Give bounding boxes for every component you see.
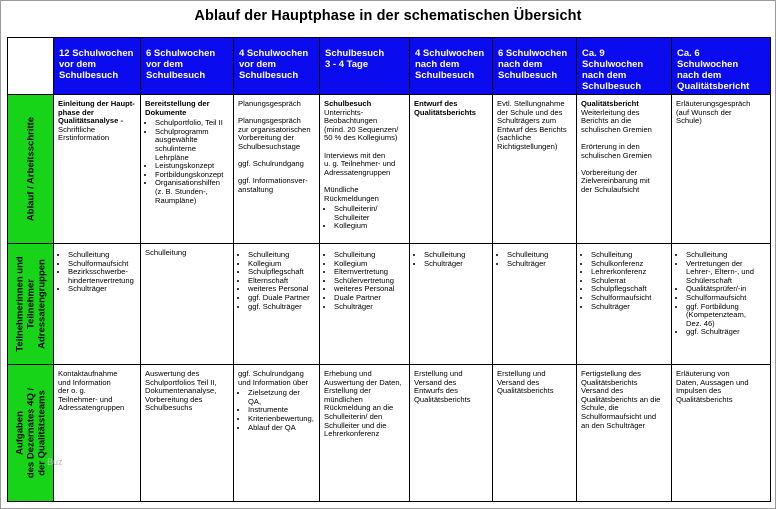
column-header: Ca. 9 Schulwochen nach dem Schulbesuch: [582, 48, 644, 92]
bullet-list: [581, 251, 667, 311]
row-label: Aufgaben des Dezernates 4Q / der Qualitätsteams: [14, 387, 47, 479]
list-item: • Kollegium: [248, 260, 315, 269]
cell-text: Kontaktaufnahme und Information der o. g. Teilnehmer- und Adressatengruppen: [58, 369, 125, 413]
list-item: • Schulformaufsicht: [68, 260, 136, 269]
table-cell: [410, 365, 493, 502]
table-cell: [141, 244, 234, 365]
table-cell: [672, 365, 771, 502]
table-cell: [234, 365, 320, 502]
cell-text: Erläuterungsgespräch (auf Wunsch der Schule): [676, 99, 751, 126]
list-item: • Kriterienbewertung,: [248, 415, 315, 424]
cell-text: Weiterleitung des Berichts an die schulischen Gremien Erörterung in den schulischen Gremien Vorbereitung der Zielvereinbarung mit der Schulaufsicht: [581, 107, 652, 194]
cell-heading: Qualitätsbericht: [581, 99, 639, 108]
bullet-list: [497, 251, 572, 268]
list-item: • Schulportfolio, Teil II: [155, 119, 229, 128]
list-item: • Duale Partner: [334, 294, 405, 303]
bullet-list: [676, 251, 766, 337]
list-item: • Kollegium: [334, 260, 405, 269]
column-header: 6 Schulwochen nach dem Schulbesuch: [498, 48, 568, 81]
table-cell: [320, 244, 410, 365]
cell-text: Erhebung und Auswertung der Daten, Erstellung der mündlichen Rückmeldung an die Schulleiterin/ den Schulleiter und die Lehrerkonferenz: [324, 369, 402, 439]
cell-text: ggf. Schulrundgang und Information über: [238, 369, 309, 387]
cell-text: Erstellung und Versand des Entwurfs des Qualitätsberichts: [414, 369, 471, 404]
table-cell: [577, 244, 672, 365]
list-item: • Zielsetzung der QA,: [248, 389, 315, 406]
table-row: [8, 95, 771, 244]
list-item: • Schulprogramm ausgewählte schulinterne Lehrpläne: [155, 128, 229, 162]
schedule-table: [7, 37, 771, 502]
list-item: • Ablauf der QA: [248, 424, 315, 433]
cell-text: Auswertung des Schulportfolios Teil II, Dokumentenanalyse, Vorbereitung des Schulbesuchs: [145, 369, 217, 413]
list-item: • Schulpflegschaft: [591, 285, 667, 294]
list-item: • Schulleitung: [686, 251, 766, 260]
cell-text: Schulleitung: [145, 248, 187, 257]
cell-heading: Schulbesuch: [324, 99, 372, 108]
cell-heading: Entwurf des Qualitätsberichts: [414, 99, 477, 117]
table-cell: [234, 95, 320, 244]
list-item: • Schülervertretung: [334, 277, 405, 286]
list-item: • Schulleitung: [591, 251, 667, 260]
table-cell: [234, 244, 320, 365]
list-item: • Organisationshilfen (z. B. Stunden-, Raumpläne): [155, 179, 229, 205]
bullet-list: [324, 205, 405, 231]
list-item: • Fortbildungskonzept: [155, 171, 229, 180]
bullet-list: [238, 389, 315, 432]
table-cell: [410, 244, 493, 365]
row-label-cell: [8, 244, 54, 365]
bullet-list: [238, 251, 315, 311]
list-item: • weiteres Personal: [248, 285, 315, 294]
list-item: • ggf. Schulträger: [248, 303, 315, 312]
cell-heading: Einleitung der Haupt- phase der Qualitätsanalyse -: [58, 99, 135, 126]
list-item: • ggf. Fortbildung (Kompetenzteam, Dez. 46): [686, 303, 766, 329]
list-item: • Schulleitung: [424, 251, 488, 260]
list-item: • Schulpflegschaft: [248, 268, 315, 277]
list-item: • Schulleiterin/ Schulleiter: [334, 205, 405, 222]
table-cell: [320, 95, 410, 244]
table-cell: [141, 365, 234, 502]
list-item: • Bezirksschwerbe- hindertenvertretung: [68, 268, 136, 285]
cell-text: Fertigstellung des Qualitätsberichts Versand des Qualitätsberichts an die Schule, die Schulformaufsicht und an den Schulträger: [581, 369, 661, 430]
bullet-list: [58, 251, 136, 294]
cell-text: Planungsgespräch Planungsgespräch zur organisatorischen Vorbereitung der Schulbesuchstage ggf. Schulrundgang ggf. Informationsver- anstaltung: [238, 99, 311, 194]
list-item: • Schulleitung: [248, 251, 315, 260]
list-item: • Lehrerkonferenz: [591, 268, 667, 277]
cell-text: Erläuterung von Daten, Aussagen und Impulsen des Qualitätsberichts: [676, 369, 749, 404]
table-cell: [493, 95, 577, 244]
list-item: • Vertretungen der Lehrer-, Eltern-, und Schülerschaft: [686, 260, 766, 286]
cell-text: Evtl. Stellungnahme der Schule und des Schulträgers zum Entwurf des Berichts (sachliche Richtigstellungen): [497, 99, 567, 151]
list-item: • Schulformaufsicht: [686, 294, 766, 303]
column-header: 12 Schulwochen vor dem Schulbesuch: [59, 48, 134, 81]
column-header: Ca. 6 Schulwochen nach dem Qualitätsbericht: [677, 48, 750, 92]
table-cell: [493, 244, 577, 365]
table-row: [8, 365, 771, 502]
cell-text: Erstellung und Versand des Qualitätsberichts: [497, 369, 554, 396]
header-row: [8, 38, 771, 95]
list-item: • ggf. Duale Partner: [248, 294, 315, 303]
page-title: Ablauf der Hauptphase in der schematischen Übersicht: [194, 8, 582, 24]
column-header: 4 Schulwochen vor dem Schulbesuch: [239, 48, 309, 81]
list-item: • Kollegium: [334, 222, 405, 231]
table-cell: [672, 95, 771, 244]
bullet-list: [414, 251, 488, 268]
bullet-list: [324, 251, 405, 311]
column-header: 4 Schulwochen nach dem Schulbesuch: [415, 48, 485, 81]
list-item: • Elternschaft: [248, 277, 315, 286]
table-cell: [54, 365, 141, 502]
row-label-cell: [8, 95, 54, 244]
cell-heading: Bereitstellung der Dokumente: [145, 99, 210, 117]
list-item: • ggf. Schulträger: [686, 328, 766, 337]
list-item: • Elternvertretung: [334, 268, 405, 277]
list-item: • Schulträger: [591, 303, 667, 312]
table-cell: [577, 95, 672, 244]
list-item: • Schulleitung: [68, 251, 136, 260]
list-item: • Schulerrat: [591, 277, 667, 286]
corner-cell: [8, 38, 54, 95]
table-cell: [141, 95, 234, 244]
list-item: • Schulträger: [424, 260, 488, 269]
list-item: • Schulträger: [68, 285, 136, 294]
table-cell: [410, 95, 493, 244]
column-header: 6 Schulwochen vor dem Schulbesuch: [146, 48, 216, 81]
list-item: • Schulträger: [334, 303, 405, 312]
list-item: • Instrumente: [248, 406, 315, 415]
table-cell: [577, 365, 672, 502]
column-header: Schulbesuch 3 - 4 Tage: [325, 48, 385, 70]
row-label: Ablauf / Arbeitsschritte: [25, 116, 36, 222]
list-item: • Schulleitung: [507, 251, 572, 260]
table-row: [8, 244, 771, 365]
list-item: • Qualitätsprüfer/-in: [686, 285, 766, 294]
table-cell: [54, 95, 141, 244]
list-item: • Schulleitung: [334, 251, 405, 260]
list-item: • Schulformaufsicht: [591, 294, 667, 303]
table-cell: [493, 365, 577, 502]
list-item: • weiteres Personal: [334, 285, 405, 294]
cell-text: Schriftliche Erstinformation: [58, 124, 110, 143]
list-item: • Schulkonferenz: [591, 260, 667, 269]
cell-text: Unterrichts- Beobachtungen (mind. 20 Sequenzen/ 50 % des Kollegiums) Interviews mit den u. g. Teilnehmer- und Adressatengruppen Mündliche Rückmeldungen: [324, 107, 399, 203]
table-cell: [54, 244, 141, 365]
watermark: Buz: [47, 457, 63, 467]
row-label-cell: [8, 365, 54, 502]
table-cell: [320, 365, 410, 502]
table-cell: [672, 244, 771, 365]
list-item: • Schulträger: [507, 260, 572, 269]
list-item: • Leistungskonzept: [155, 162, 229, 171]
row-label: Teilnehmerinnen und Teilnehmer Adressatengruppen: [14, 256, 47, 352]
bullet-list: [145, 119, 229, 205]
